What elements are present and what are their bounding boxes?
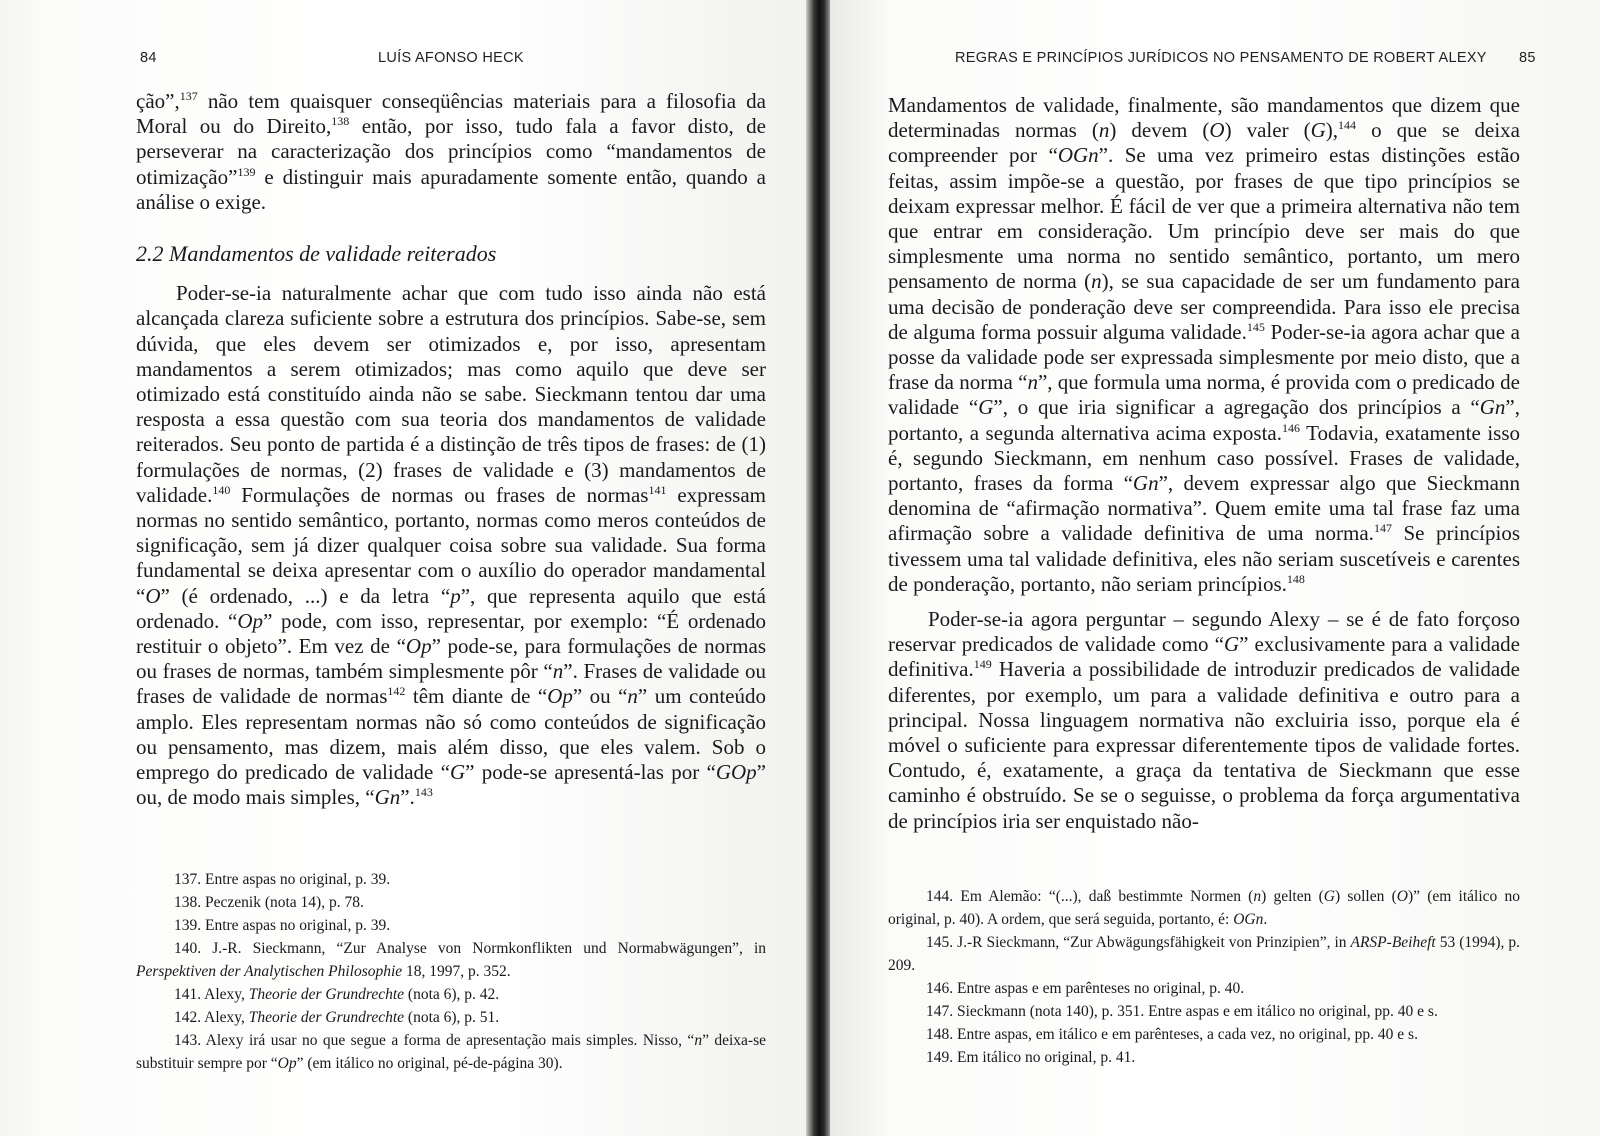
footnote-ref-139[interactable]: 139 [237,164,256,179]
footnote-148: 148. Entre aspas, em itálico e em parênteses, a cada vez, no original, pp. 40 e s. [926,1026,1418,1043]
left-paragraph-2: Poder-se-ia naturalmente achar que com tudo isso ainda não está alcançada clareza suficiente sobre a estrutura dos princípios. Sabe-se, sem dúvida, que eles devem ser otimizados e, por isso, apresentam mandamentos a serem otimizados; mas como aquilo que deve ser otimizado está constituído ainda não se sabe. Sieckmann tentou dar uma resposta a essa questão com sua teoria dos mandamentos de validade reiterados. Seu ponto de partida é a distinção de três tipos de frases: de (1) formulações de normas, (2) frases de validade e (3) mandamentos de validade.$^{140}$ Formulações de normas ou frases de normas$^{141}$ expressam normas no sentido semântico, portanto, normas como meros conteúdos de significação, sem já dizer qualquer coisa sobre sua validade. Sua forma fundamental se deixa apresentar com o auxílio do operador mandamental “O” (é ordenado, ...) e da letra “p”, que representa aquilo que está ordenado. “Op” pode, com isso, representar, por exemplo: “É ordenado restituir o objeto”. Em vez de “Op” pode-se, para formulações de normas ou frases de normas, também simplesmente pôr “n”. Frases de validade ou frases de validade de normas$^{142}$ têm diante de “Op” ou “n” um conteúdo amplo. Eles representam normas não só como conteúdos de significação ou pensamento, mas dizem, mais além disso, que eles valem. Sob o emprego do predicado de validade “G” pode-se apresentá-las por “GOp” ou, de modo mais simples, “Gn”.$^{143}$ [136,281,766,810]
paragraph-gap [888,597,1520,607]
footnote-ref-146[interactable]: 146 [1282,420,1301,435]
footnote-142: 142. Alexy, Theorie der Grundrechte (nota 6), p. 51. [174,1009,500,1026]
left-body-text [136,89,766,810]
footnote-ref-148[interactable]: 148 [1286,571,1305,586]
footnote-ref-140[interactable]: 140 [212,482,231,497]
footnote-ref-144[interactable]: 144 [1338,118,1357,133]
right-footnotes [888,885,1520,1069]
footnote-145: 145. J.-R Sieckmann, “Zur Abwägungsfähigkeit von Prinzipien”, in ARSP-Beiheft 53 (1994), p. 209. [888,934,1521,974]
left-paragraph-1: ção”,$^{137}$ não tem quaisquer conseqüências materiais para a filosofia da Moral ou do Direito,$^{138}$ então, por isso, tudo fala a favor disto, de perseverar na caracterização dos princípios como “mandamentos de otimização”$^{139}$ e distinguir mais apuradamente somente então, quando a análise o exige. [136,89,766,214]
footnote-147: 147. Sieckmann (nota 140), p. 351. Entre aspas e em itálico no original, pp. 40 e s. [926,1003,1438,1020]
footnote-138: 138. Peczenik (nota 14), p. 78. [174,894,364,911]
footnote-144: 144. Em Alemão: “(...), daß bestimmte Normen (n) gelten (G) sollen (O)” (em itálico no original, p. 40). A ordem, que será seguida, portanto, é: OGn. [888,888,1520,928]
right-page [830,0,1600,1136]
left-running-head: LUÍS AFONSO HECK [378,50,524,66]
right-paragraph-2: Poder-se-ia agora perguntar – segundo Alexy – se é de fato forçoso reservar predicados de validade como “G” exclusivamente para a validade definitiva.$^{149}$ Haveria a possibilidade de introduzir predicados de validade diferentes, por exemplo, um para a validade definitiva e outro para a principal. Nossa linguagem normativa não excluiria isso, porque ela é móvel o suficiente para expressar diferentemente tipos de validade fortes. Contudo, é, exatamente, a graça da tentativa de Sieckmann que esse caminho é obstruído. Se se o seguisse, o problema da força argumentativa de princípios iria ser enquistado não- [888,607,1520,833]
footnote-ref-141[interactable]: 141 [648,482,667,497]
left-page-number: 84 [140,50,157,66]
footnote-139: 139. Entre aspas no original, p. 39. [174,917,391,934]
footnote-ref-137[interactable]: 137 [179,89,198,103]
footnote-137: 137. Entre aspas no original, p. 39. [174,871,391,888]
footnote-141: 141. Alexy, Theorie der Grundrechte (nota 6), p. 42. [174,986,500,1003]
footnote-ref-138[interactable]: 138 [331,114,350,129]
footnote-ref-142[interactable]: 142 [387,684,406,699]
footnote-140: 140. J.-R. Sieckmann, “Zur Analyse von Normkonflikten und Normabwägungen”, in Perspektiven der Analytischen Philosophie 18, 1997, p. 352. [136,940,766,980]
left-footnotes [136,868,766,1075]
section-heading: 2.2 Mandamentos de validade reiterados [136,241,497,267]
footnote-143: 143. Alexy irá usar no que segue a forma de apresentação mais simples. Nisso, “n” deixa-se substituir sempre por “Op” (em itálico no original, pé-de-página 30). [136,1032,766,1072]
right-body-text [888,93,1520,834]
book-gutter [806,0,832,1136]
footnote-146: 146. Entre aspas e em parênteses no original, p. 40. [926,980,1245,997]
right-page-number: 85 [1519,50,1536,66]
footnote-ref-149[interactable]: 149 [973,657,992,672]
footnote-ref-143[interactable]: 143 [414,785,433,800]
footnote-ref-145[interactable]: 145 [1246,319,1265,334]
right-running-head: REGRAS E PRINCÍPIOS JURÍDICOS NO PENSAMENTO DE ROBERT ALEXY [955,50,1487,66]
right-paragraph-1: Mandamentos de validade, finalmente, são mandamentos que dizem que determinadas normas (n) devem (O) valer (G),$^{144}$ o que se deixa compreender por “OGn”. Se uma vez primeiro estas distinções estão feitas, assim impõe-se a questão, por frases de que tipo princípios se deixam expressar melhor. É fácil de ver que a primeira alternativa não tem que entrar em consideração. Um princípio deve ser mais do que simplesmente uma norma no sentido semântico, portanto, um mero pensamento de norma (n), se sua capacidade de ser um fundamento para uma decisão de ponderação deve ser compreendida. Para isso ele precisa de alguma forma possuir alguma validade.$^{145}$ Poder-se-ia agora achar que a posse da validade pode ser expressada simplesmente por meio disto, que a frase da norma “n”, que formula uma norma, é provida com o predicado de validade “G”, o que iria significar a agregação dos princípios a “Gn”, portanto, a segunda alternativa acima exposta.$^{146}$ Todavia, exatamente isso é, segundo Sieckmann, em nenhum caso possível. Frases de validade, portanto, frases da forma “Gn”, devem expressar algo que Sieckmann denomina de “afirmação normativa”. Quem emite uma tal frase faz uma afirmação sobre a validade definitiva de uma norma.$^{147}$ Se princípios tivessem uma tal validade definitiva, eles não seriam suscetíveis e carentes de ponderação, portanto, não seriam princípios.$^{148}$ [888,93,1521,596]
footnote-149: 149. Em itálico no original, p. 41. [926,1049,1136,1066]
footnote-ref-147[interactable]: 147 [1373,521,1392,536]
